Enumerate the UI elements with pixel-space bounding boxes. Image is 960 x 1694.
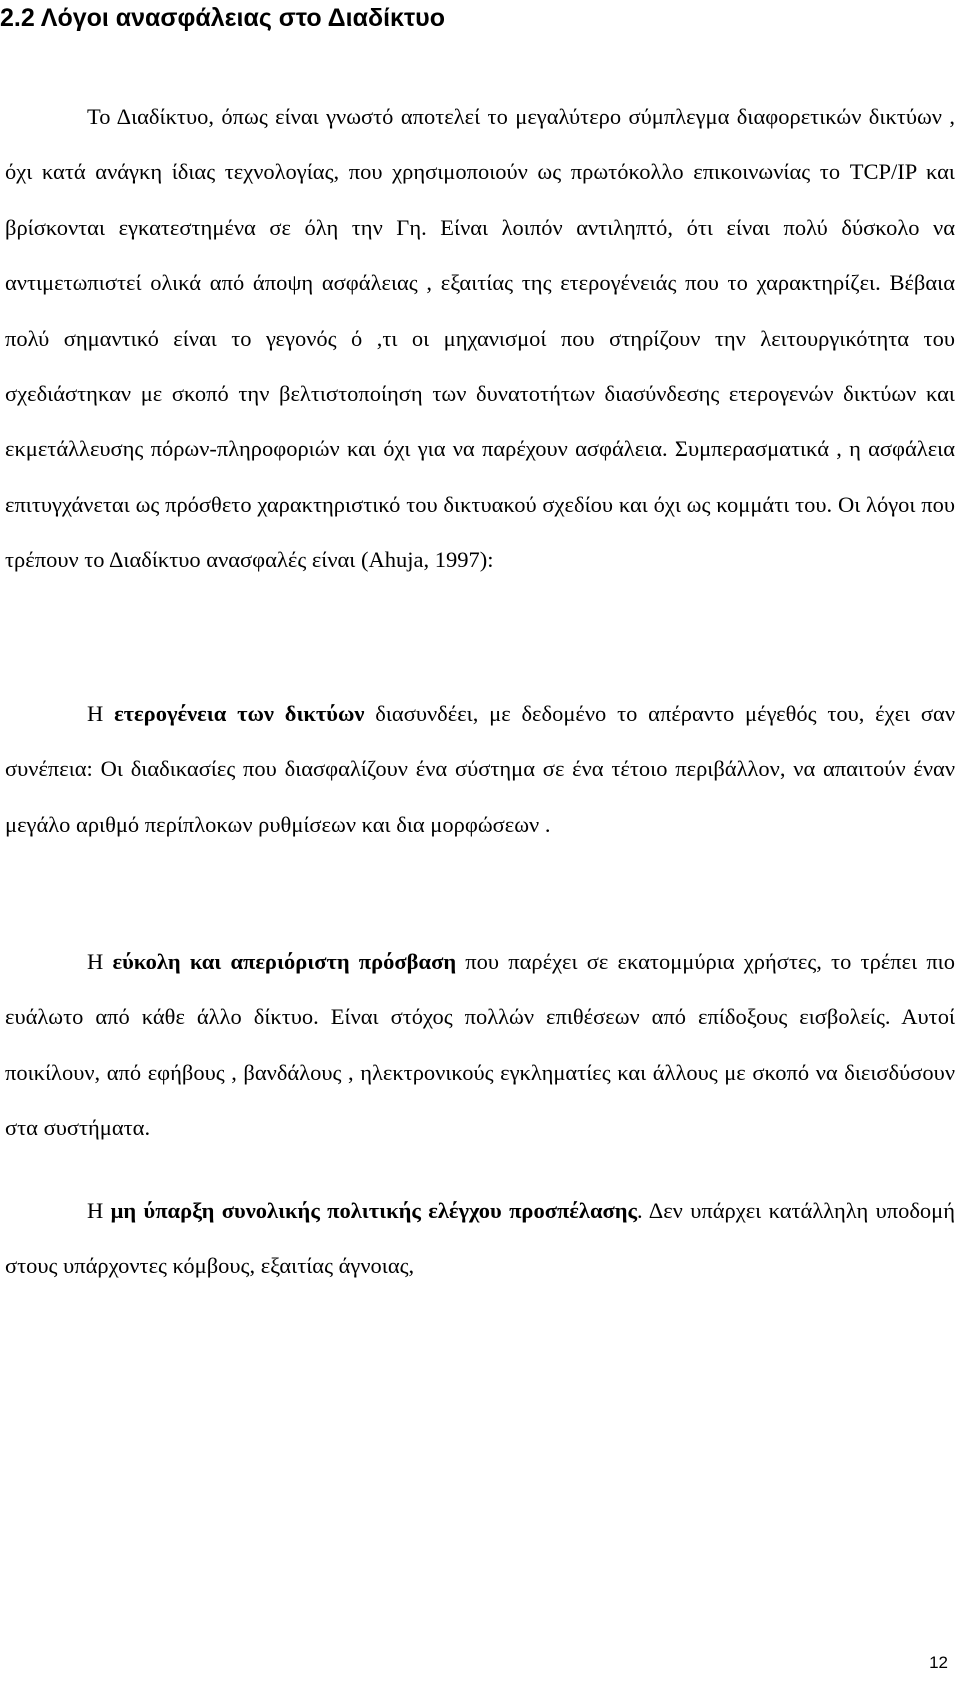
intro-text: Το Διαδίκτυο, όπως είναι γνωστό αποτελεί το μεγαλύτερο σύμπλεγμα διαφορετικών δικτύων , όχι κατά ανάγκη ίδιας τεχνολογίας, που χρησιμοποιούν ως πρωτόκολλο επικοινωνίας το TCP/IP και βρίσκονται εγκατεστημένα σε όλη την Γη. Είναι λοιπόν αντιληπτό, ότι είναι πολύ δύσκολο να αντιμετωπιστεί ολικά από άποψη ασφάλειας , εξαιτίας της ετερογένειάς που το χαρακτηρίζει. Βέβαια πολύ σημαντικό είναι το γεγονός ό ,τι οι μηχανισμοί που στηρίζουν την λειτουργικότητα του σχεδιάστηκαν με σκοπό την βελτιστοποίηση των δυνατοτήτων διασύνδεσης ετερογενών δικτύων και εκμετάλλευσης πόρων-πληροφοριών και όχι για να παρέχουν ασφάλεια. Συμπερασματικά , η ασφάλεια επιτυγχάνεται ως πρόσθετο χαρακτηριστικό του δικτυακού σχεδίου και όχι ως κομμάτι του. Οι λόγοι που τρέπουν το Διαδίκτυο ανασφαλές είναι (Ahuja, 1997): <box>5 104 955 573</box>
section-heading: 2.2 Λόγοι ανασφάλειας στο Διαδίκτυο <box>0 4 445 32</box>
reason-text: που παρέχει σε εκατομμύρια χρήστες, το τρέπει πιο ευάλωτο από κάθε άλλο δίκτυο. Είναι στόχος πολλών επιθέσεων από επίδοξους εισβολείς. Αυτοί ποικίλουν, από εφήβους , βανδάλους , ηλεκτρονικούς εγκληματίες και άλλους με σκοπό να διεισδύσουν στα συστήματα. <box>5 949 955 1141</box>
page-number: 12 <box>929 1653 948 1672</box>
reason-keyword: μη ύπαρξη συνολικής πολιτικής ελέγχου προσπέλασης <box>110 1198 638 1223</box>
reason-heterogeneity-paragraph <box>5 686 955 852</box>
reason-lead: Η <box>87 949 113 974</box>
intro-paragraph <box>5 89 955 588</box>
reason-lead: Η <box>87 1198 111 1223</box>
reason-access-paragraph <box>5 934 955 1156</box>
reason-keyword: ετερογένεια των δικτύων <box>114 701 365 726</box>
reason-lead: Η <box>87 701 115 726</box>
reason-text: διασυνδέει, με δεδομένο το απέραντο μέγεθός του, έχει σαν συνέπεια: Οι διαδικασίες που διασφαλίζουν ένα σύστημα σε ένα τέτοιο περιβάλλον, να απαιτούν έναν μεγάλο αριθμό περίπλοκων ρυθμίσεων και δια μορφώσεων . <box>5 701 956 837</box>
reason-keyword: εύκολη και απεριόριστη πρόσβαση <box>112 949 457 974</box>
reason-text: . Δεν υπάρχει κατάλληλη υποδομή στους υπάρχοντες κόμβους, εξαιτίας άγνοιας, <box>5 1198 956 1279</box>
reason-policy-paragraph <box>5 1183 955 1294</box>
